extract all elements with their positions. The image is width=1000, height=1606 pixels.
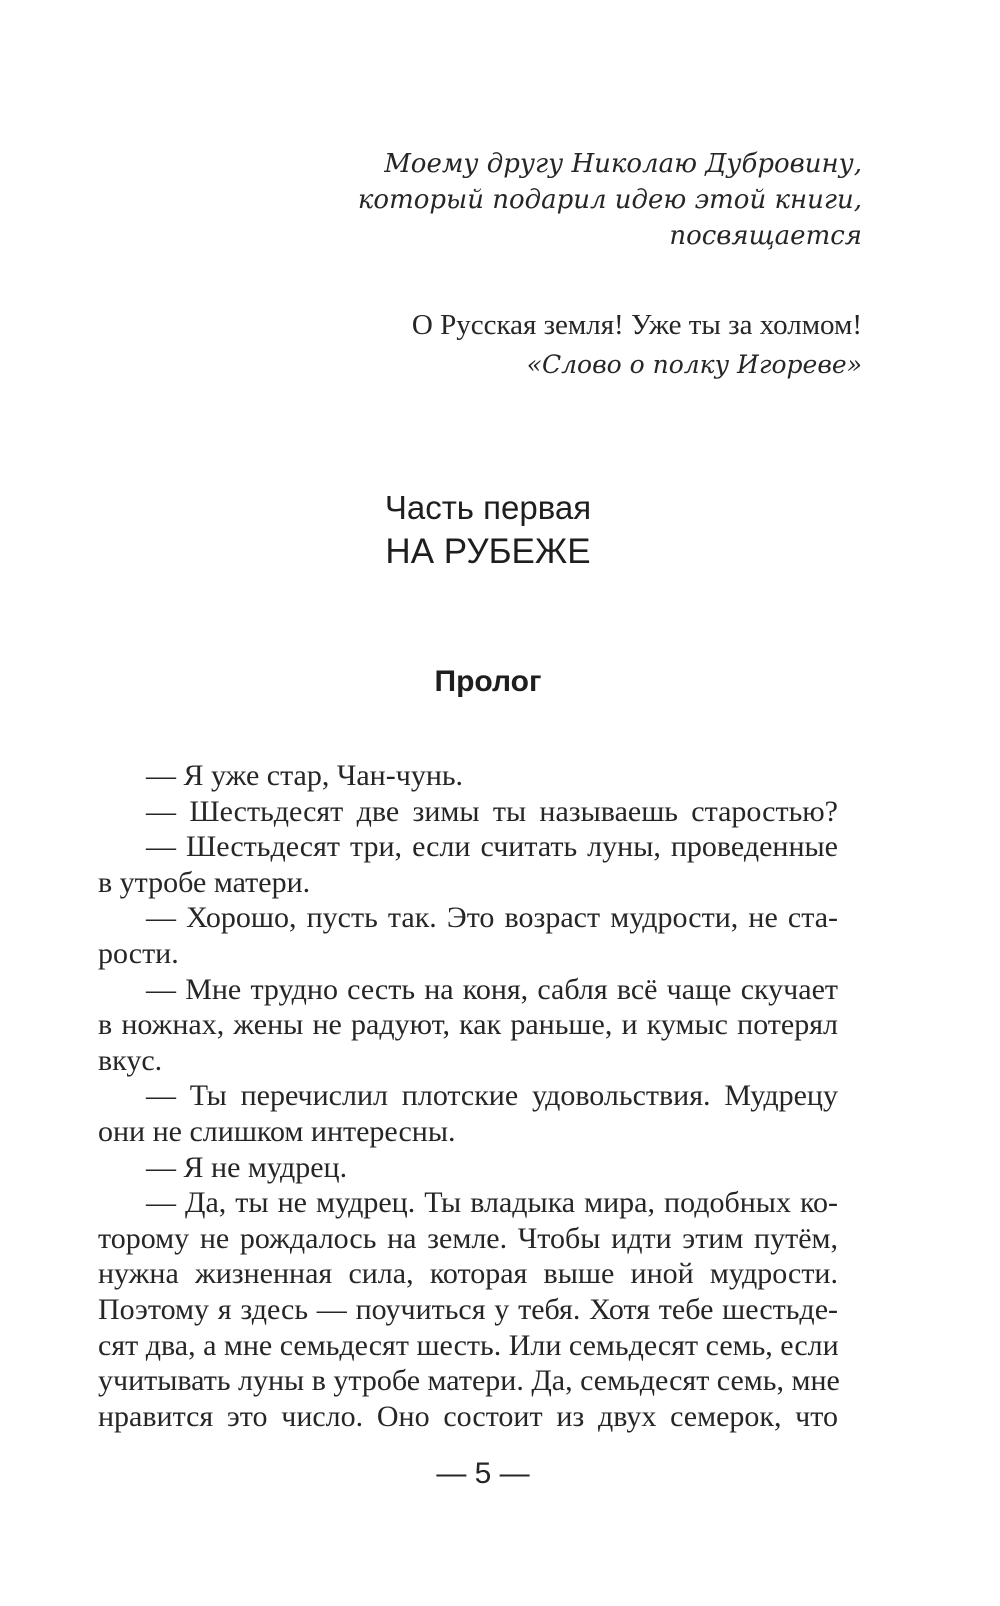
epigraph — [262, 306, 862, 385]
epigraph-quote: О Русская земля! Уже ты за холмом! — [411, 309, 862, 341]
text-line: — Мне трудно сесть на коня, сабля всё чаще скучает — [146, 972, 838, 1006]
text-line: — Я уже стар, Чан-чунь. — [146, 759, 464, 792]
page-number: — 5 — — [436, 1457, 530, 1490]
text-line: они не слишком интересны. — [98, 1114, 456, 1148]
body-text — [98, 758, 838, 1434]
dedication-line: который подарил идею этой книги, — [357, 185, 862, 215]
text-line: — Шестьдесят две зимы ты называешь старостью? — [146, 794, 838, 828]
text-line: — Я не мудрец. — [146, 1150, 348, 1184]
text-line: — Шестьдесят три, если считать луны, проведенные — [146, 830, 838, 864]
chapter-title: Пролог — [434, 665, 542, 698]
text-line: нужна жизненная сила, которая выше иной мудрости. — [98, 1257, 838, 1291]
text-line: нравится это число. Оно состоит из двух семерок, что — [98, 1399, 838, 1433]
text-line: торому не рождалось на земле. Чтобы идти этим путём, — [98, 1221, 838, 1255]
dedication-line: посвящается — [669, 221, 862, 251]
text-line: учитывать луны в утробе матери. Да, семьдесят семь, мне — [98, 1364, 840, 1398]
text-line: — Ты перечислил плотские удовольствия. Мудрецу — [146, 1079, 838, 1113]
text-line: — Хорошо, пусть так. Это возраст мудрости, не ста- — [146, 901, 838, 935]
text-line: рости. — [98, 936, 179, 970]
part-label: Часть первая — [384, 489, 592, 526]
part-title: НА РУБЕЖЕ — [385, 532, 591, 571]
dedication — [262, 146, 862, 254]
text-line: в утробе матери. — [98, 865, 311, 899]
text-line: — Да, ты не мудрец. Ты владыка мира, подобных ко- — [146, 1186, 838, 1220]
text-line: вкус. — [98, 1043, 163, 1077]
text-line: в ножнах, жены не радуют, как раньше, и кумыс потерял — [98, 1008, 838, 1042]
epigraph-source: «Слово о полку Игореве» — [526, 350, 862, 379]
text-line: сят два, а мне семьдесят шесть. Или семьдесят семь, если — [98, 1328, 839, 1362]
text-line: Поэтому я здесь — поучиться у тебя. Хотя тебе шестьде- — [98, 1292, 838, 1326]
dedication-line: Моему другу Николаю Дубровину, — [384, 149, 862, 179]
